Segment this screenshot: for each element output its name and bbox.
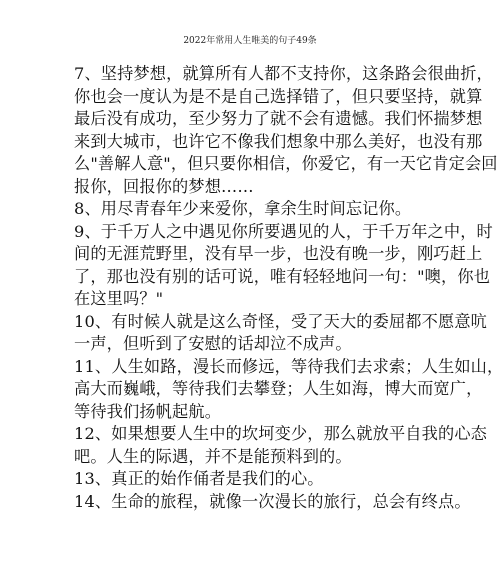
paragraph-line: 13、真正的始作俑者是我们的心。 — [74, 469, 324, 488]
cut-off-line: 14、生命的旅程，就像一次漫长的旅行，总会有终点。 — [74, 491, 471, 511]
paragraph — [74, 198, 424, 221]
paragraph-line: 11、人生如路，漫长而修远，等待我们去求索；人生如山， — [74, 356, 503, 376]
paragraph-line: 9、于千万人之中遇见你所要遇见的人，于千万年之中，时 — [74, 221, 493, 241]
paragraph-line: 12、如果想要人生中的坎坷变少，那么就放平自我的心态 — [74, 424, 487, 443]
paragraph-line: 最后没有成功，至少努力了就不会有遗憾。我们怀揣梦想 — [74, 109, 483, 128]
paragraph-line: 你也会一度认为是不是自己选择错了，但只要坚持，就算 — [74, 86, 483, 106]
paragraph-line: 在这里吗？" — [74, 289, 164, 308]
paragraph-line: 10、有时候人就是这么奇怪，受了天大的委屈都不愿意吭 — [74, 311, 487, 331]
paragraph-line: 一声，但听到了安慰的话却泣不成声。 — [74, 334, 352, 353]
paragraph-line: 8、用尽青春年少来爱你，拿余生时间忘记你。 — [74, 199, 412, 218]
paragraph-line: 么"善解人意"，但只要你相信，你爱它，有一天它肯定会回 — [74, 154, 498, 173]
paragraph-line: 来到大城市，也许它不像我们想象中那么美好，也没有那 — [74, 131, 483, 151]
paragraph-line: 等待我们扬帆起航。 — [74, 401, 222, 421]
paragraph-line: 了，那也没有别的话可说，唯有轻轻地问一句："噢，你也 — [74, 266, 491, 286]
paragraph — [74, 63, 498, 198]
paragraph-line: 7、坚持梦想，就算所有人都不支持你，这条路会很曲折， — [74, 64, 493, 83]
paragraph — [74, 356, 503, 424]
paragraph-line: 报你，回报你的梦想…… — [74, 176, 254, 196]
paragraph — [74, 221, 493, 311]
paragraph-line: 间的无涯荒野里，没有早一步，也没有晚一步，刚巧赶上 — [74, 244, 483, 263]
paragraph — [74, 423, 487, 468]
document-body — [74, 63, 503, 511]
paragraph — [74, 468, 424, 491]
paragraph-line: 吧。人生的际遇，并不是能预料到的。 — [74, 446, 352, 466]
page-header-title: 2022年常用人生唯美的句子49条 — [183, 36, 317, 46]
paragraph — [74, 311, 487, 356]
paragraph-line: 高大而巍峨，等待我们去攀登；人生如海，博大而宽广， — [74, 379, 483, 398]
